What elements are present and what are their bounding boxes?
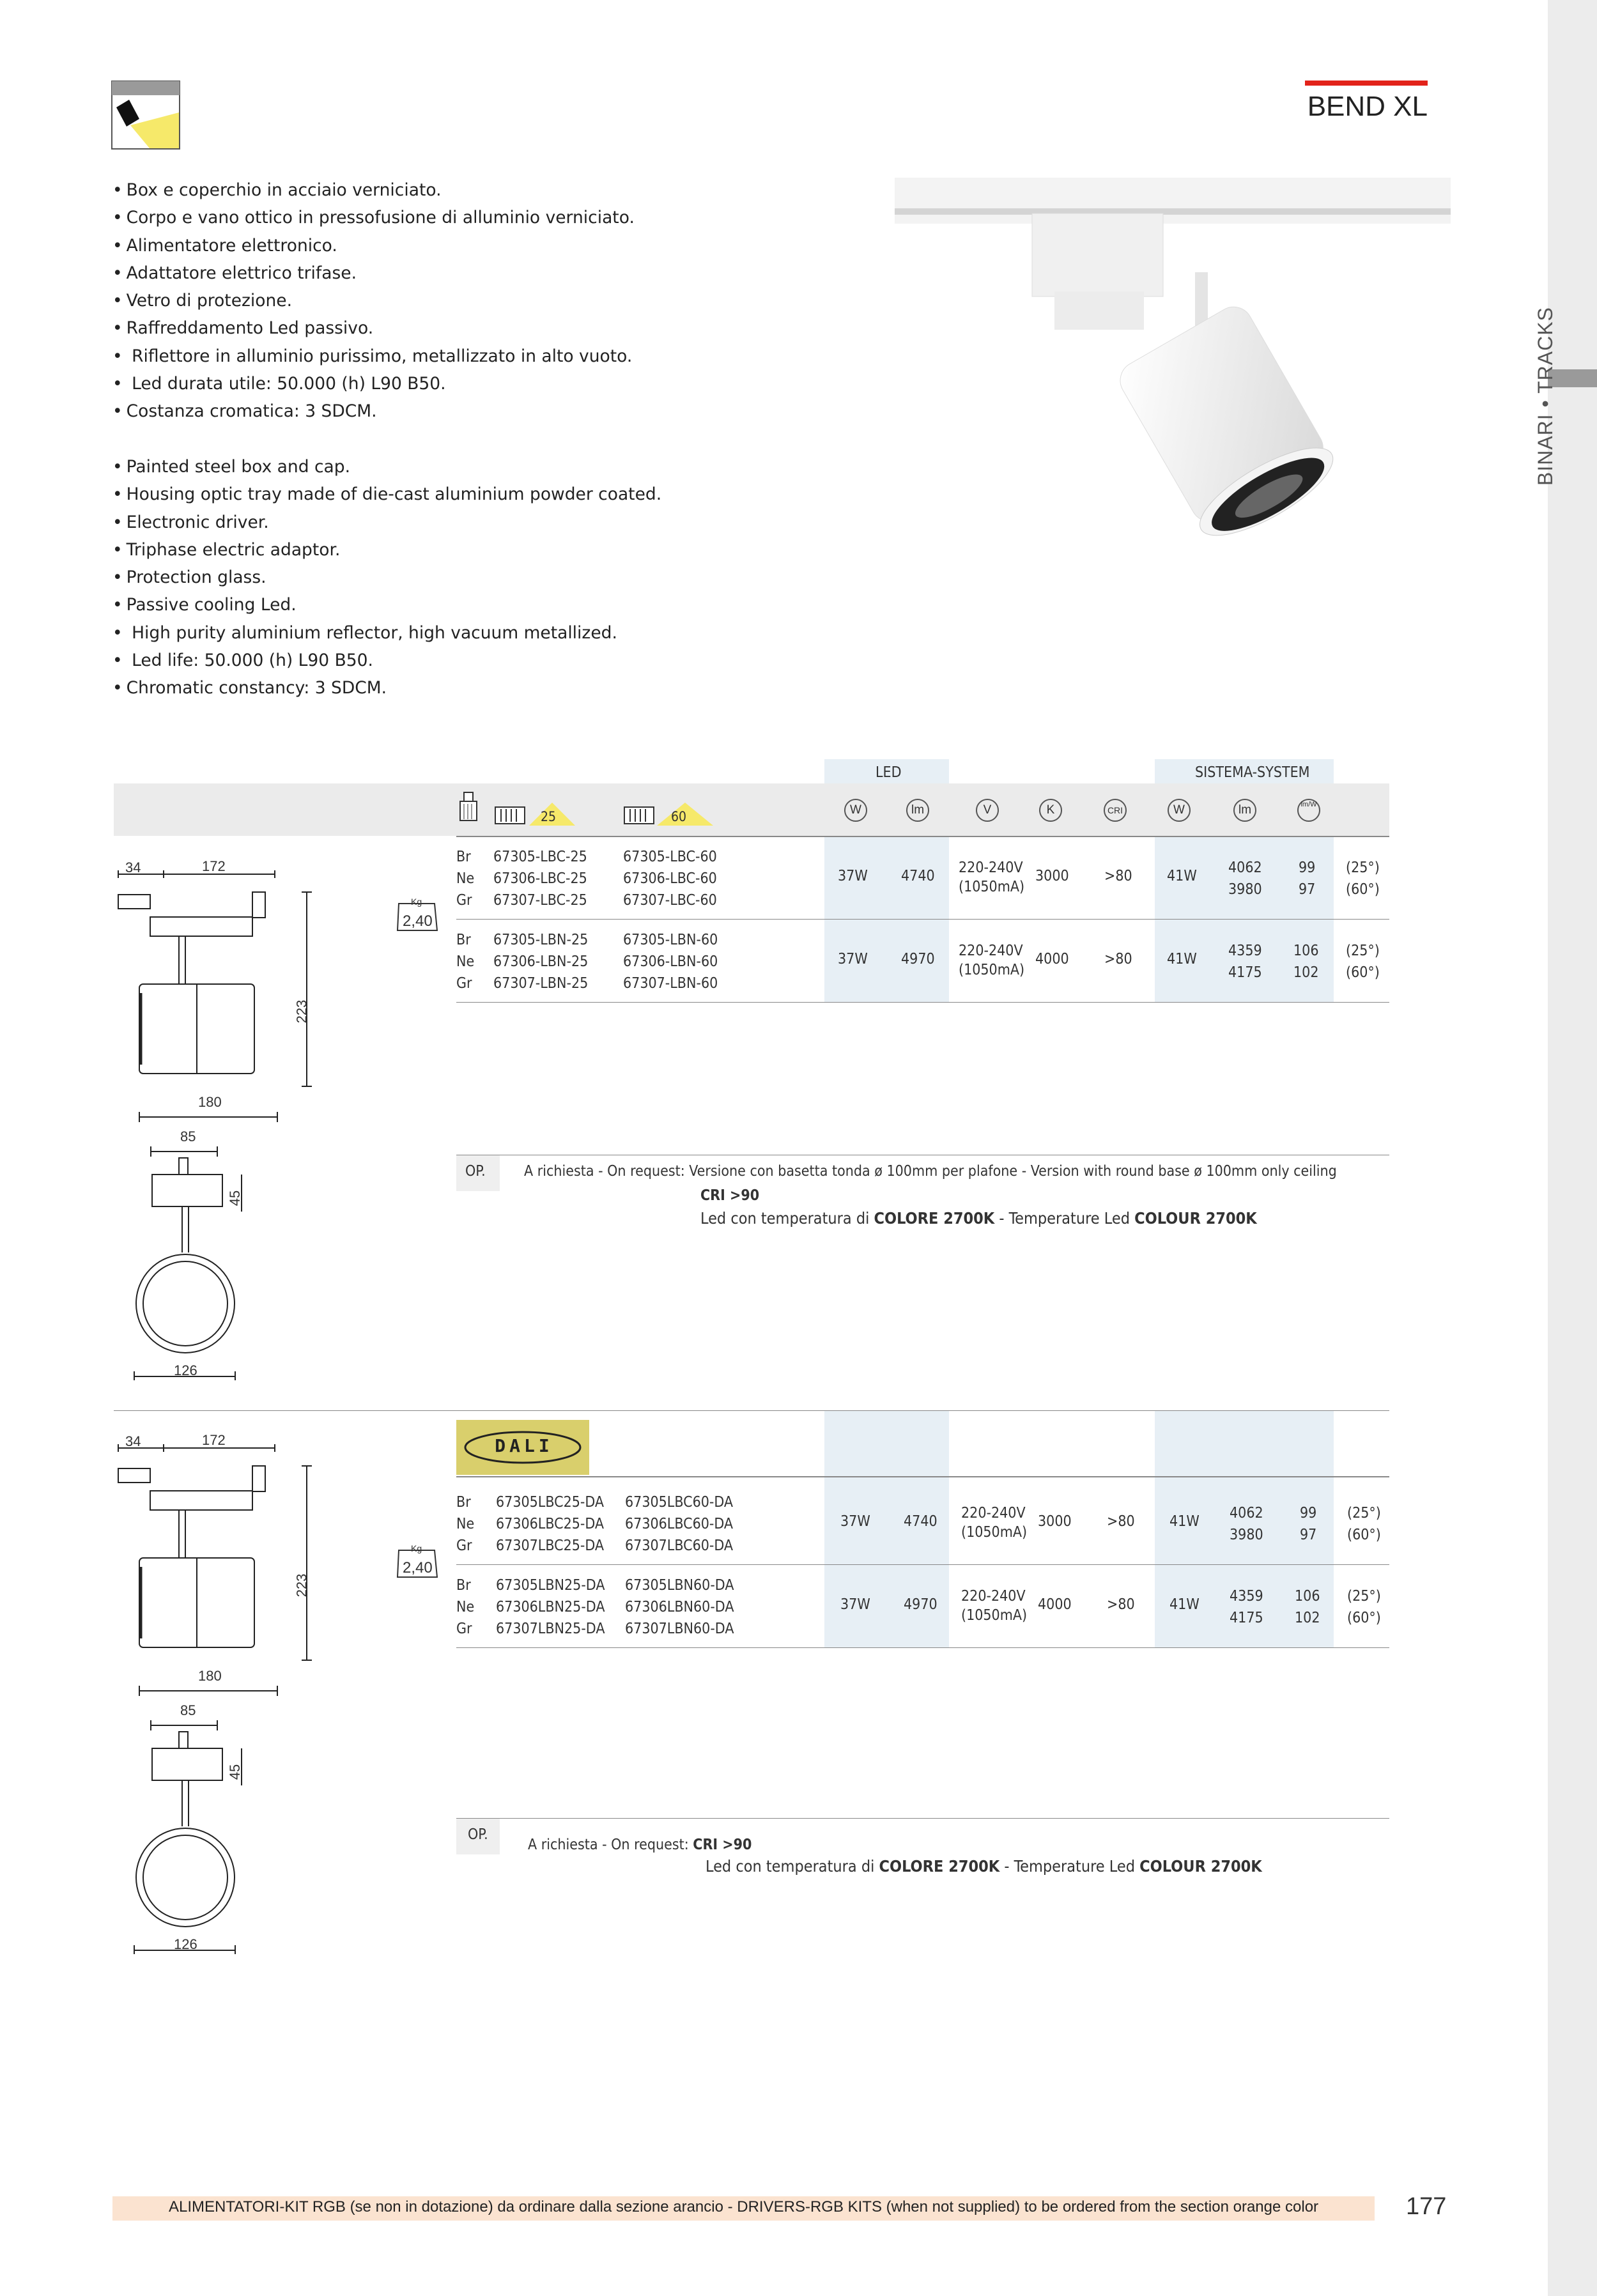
beam-60-label: 60 [671,809,687,824]
dimension-172: 172 [202,858,226,874]
dimension-34: 34 [125,859,141,875]
beam-optic-icon [624,806,654,824]
features-english [112,453,661,702]
color-temperature: 4000 [1035,951,1069,967]
dimension-126: 126 [174,1362,197,1378]
product-title: BEND XL [1307,91,1428,122]
dimension-172: 172 [202,1432,226,1448]
cri-value: >80 [1107,1596,1135,1613]
weight-value: 2,40 [403,1559,433,1576]
system-lumen: 4359 4175 [1228,943,1262,981]
weight-unit: Kg [411,1543,422,1553]
lumen-icon: lm [906,799,929,822]
features-italian [112,176,635,426]
dimension-45: 45 [227,1764,243,1780]
track-adapter-icon [458,791,479,823]
led-watt: 37W [840,1513,870,1530]
options-label: OP. [465,1163,486,1180]
footer-note: ALIMENTATORI-KIT RGB (se non in dotazione) da ordinare dalla sezione arancio - DRIVERS-RGB KITS (when not supplied) to be ordered from the section orange color [168,2198,1319,2215]
feature-item: • Alimentatore elettronico. [112,232,635,259]
efficacy: 106 102 [1295,1588,1320,1626]
table-divider [456,1476,1389,1477]
row-divider [456,1564,1389,1565]
color-temperature: 3000 [1038,1513,1072,1530]
page-number: 177 [1406,2193,1447,2220]
dimension-223: 223 [293,999,310,1024]
led-watt: 37W [838,868,868,884]
dimension-126: 126 [174,1936,197,1952]
feature-item: • Passive cooling Led. [112,591,661,619]
feature-item: • Vetro di protezione. [112,287,635,314]
led-header: LED [876,764,902,781]
product-codes-25: 67305-LBN-25 67306-LBN-25 67307-LBN-25 [493,932,589,992]
options-request-text: A richiesta - On request: Versione con basetta tonda ø 100mm per plafone - Version with round base ø 100mm only ceiling [524,1163,1337,1180]
options-led-colour: Led con temperatura di COLORE 2700K - Temperature Led COLOUR 2700K [706,1857,1262,1876]
system-watt-icon: W [1168,799,1191,822]
dimension-180: 180 [198,1668,222,1684]
color-temperature: 4000 [1038,1596,1072,1613]
beam-angles: (25°) (60°) [1346,859,1380,898]
feature-item: • Box e coperchio in acciaio verniciato. [112,176,635,204]
cri-icon: CRI [1104,799,1127,822]
beam-optic-icon [495,806,525,824]
watt-icon: W [844,799,867,822]
product-photo [895,176,1451,611]
led-lumen: 4740 [901,868,935,884]
options-led-colour: Led con temperatura di COLORE 2700K - Temperature Led COLOUR 2700K [700,1209,1257,1228]
beam-25-label: 25 [541,809,557,824]
product-codes-25: 67305LBN25-DA 67306LBN25-DA 67307LBN25-DA [496,1577,605,1637]
feature-item: • Chromatic constancy: 3 SDCM. [112,674,661,702]
section-label: BINARI • TRACKS [1534,307,1557,486]
cri-value: >80 [1104,951,1132,967]
table-divider [456,836,1389,837]
feature-item: • Housing optic tray made of die-cast aluminium powder coated. [112,481,661,508]
feature-item: • Costanza cromatica: 3 SDCM. [112,397,635,425]
options-divider [456,1818,1389,1819]
product-codes-60: 67305-LBN-60 67306-LBN-60 67307-LBN-60 [623,932,718,992]
row-divider [456,1647,1389,1648]
system-watt: 41W [1167,951,1197,967]
finish-codes: Br Ne Gr [456,932,475,992]
led-lumen: 4970 [904,1596,937,1613]
feature-item: • Protection glass. [112,564,661,591]
volt-icon: V [976,799,999,822]
track-spotlight-icon [111,81,181,151]
efficacy: 99 97 [1300,1505,1317,1543]
led-lumen: 4740 [904,1513,937,1530]
weight-unit: Kg [411,897,422,907]
dimension-180: 180 [198,1094,222,1110]
product-codes-25: 67305-LBC-25 67306-LBC-25 67307-LBC-25 [493,849,587,909]
title-accent-rule [1305,81,1428,86]
options-label: OP. [468,1826,488,1843]
options-cri: CRI >90 [700,1187,760,1204]
dimension-223: 223 [293,1573,310,1598]
finish-codes: Br Ne Gr [456,1577,475,1637]
led-watt: 37W [838,951,868,967]
feature-item: • Led durata utile: 50.000 (h) L90 B50. [112,370,635,397]
weight-value: 2,40 [403,913,433,930]
dimension-45: 45 [227,1190,243,1206]
product-codes-60: 67305-LBC-60 67306-LBC-60 67307-LBC-60 [623,849,717,909]
dimension-34: 34 [125,1433,141,1449]
finish-codes: Br Ne Gr [456,849,475,909]
beam-angles: (25°) (60°) [1347,1505,1381,1543]
kelvin-icon: K [1039,799,1062,822]
voltage: 220-240V (1050mA) [959,859,1025,895]
beam-angles: (25°) (60°) [1347,1588,1381,1626]
system-lumen: 4062 3980 [1230,1505,1263,1543]
feature-item: • High purity aluminium reflector, high vacuum metallized. [112,619,661,647]
beam-angles: (25°) (60°) [1346,943,1380,981]
efficacy: 99 97 [1299,859,1316,898]
finish-codes: Br Ne Gr [456,1494,475,1554]
system-lumen-icon: lm [1233,799,1256,822]
cri-value: >80 [1104,868,1132,884]
led-lumen: 4970 [901,951,935,967]
row-divider [456,919,1389,920]
feature-item: • Adattatore elettrico trifase. [112,259,635,287]
cri-value: >80 [1107,1513,1135,1530]
product-codes-60: 67305LBC60-DA 67306LBC60-DA 67307LBC60-DA [625,1494,734,1554]
feature-item: • Triphase electric adaptor. [112,536,661,564]
feature-item: • Electronic driver. [112,509,661,536]
led-watt: 37W [840,1596,870,1613]
system-lumen: 4359 4175 [1230,1588,1263,1626]
voltage: 220-240V (1050mA) [961,1588,1028,1624]
dali-logo-text: DALI [495,1435,553,1456]
system-watt: 41W [1169,1596,1200,1613]
technical-drawing [115,856,332,1380]
feature-item: • Painted steel box and cap. [112,453,661,481]
system-watt: 41W [1169,1513,1200,1530]
row-divider [456,1002,1389,1003]
table-header-bar [114,783,1389,836]
dimension-85: 85 [180,1702,196,1718]
efficacy-icon: lm/W [1297,799,1320,822]
color-temperature: 3000 [1035,868,1069,884]
options-request-text: A richiesta - On request: CRI >90 [528,1837,752,1853]
dimension-85: 85 [180,1129,196,1144]
system-lumen: 4062 3980 [1228,859,1262,898]
product-codes-25: 67305LBC25-DA 67306LBC25-DA 67307LBC25-DA [496,1494,605,1554]
system-header: SISTEMA-SYSTEM [1195,764,1310,781]
feature-item: • Riflettore in alluminio purissimo, metallizzato in alto vuoto. [112,343,635,370]
efficacy: 106 102 [1293,943,1319,981]
technical-drawing [115,1430,332,1954]
feature-item: • Raffreddamento Led passivo. [112,314,635,342]
voltage: 220-240V (1050mA) [959,943,1025,978]
feature-item: • Corpo e vano ottico in pressofusione di alluminio verniciato. [112,204,635,231]
voltage: 220-240V (1050mA) [961,1505,1028,1541]
feature-item: • Led life: 50.000 (h) L90 B50. [112,647,661,674]
system-watt: 41W [1167,868,1197,884]
product-codes-60: 67305LBN60-DA 67306LBN60-DA 67307LBN60-DA [625,1577,734,1637]
